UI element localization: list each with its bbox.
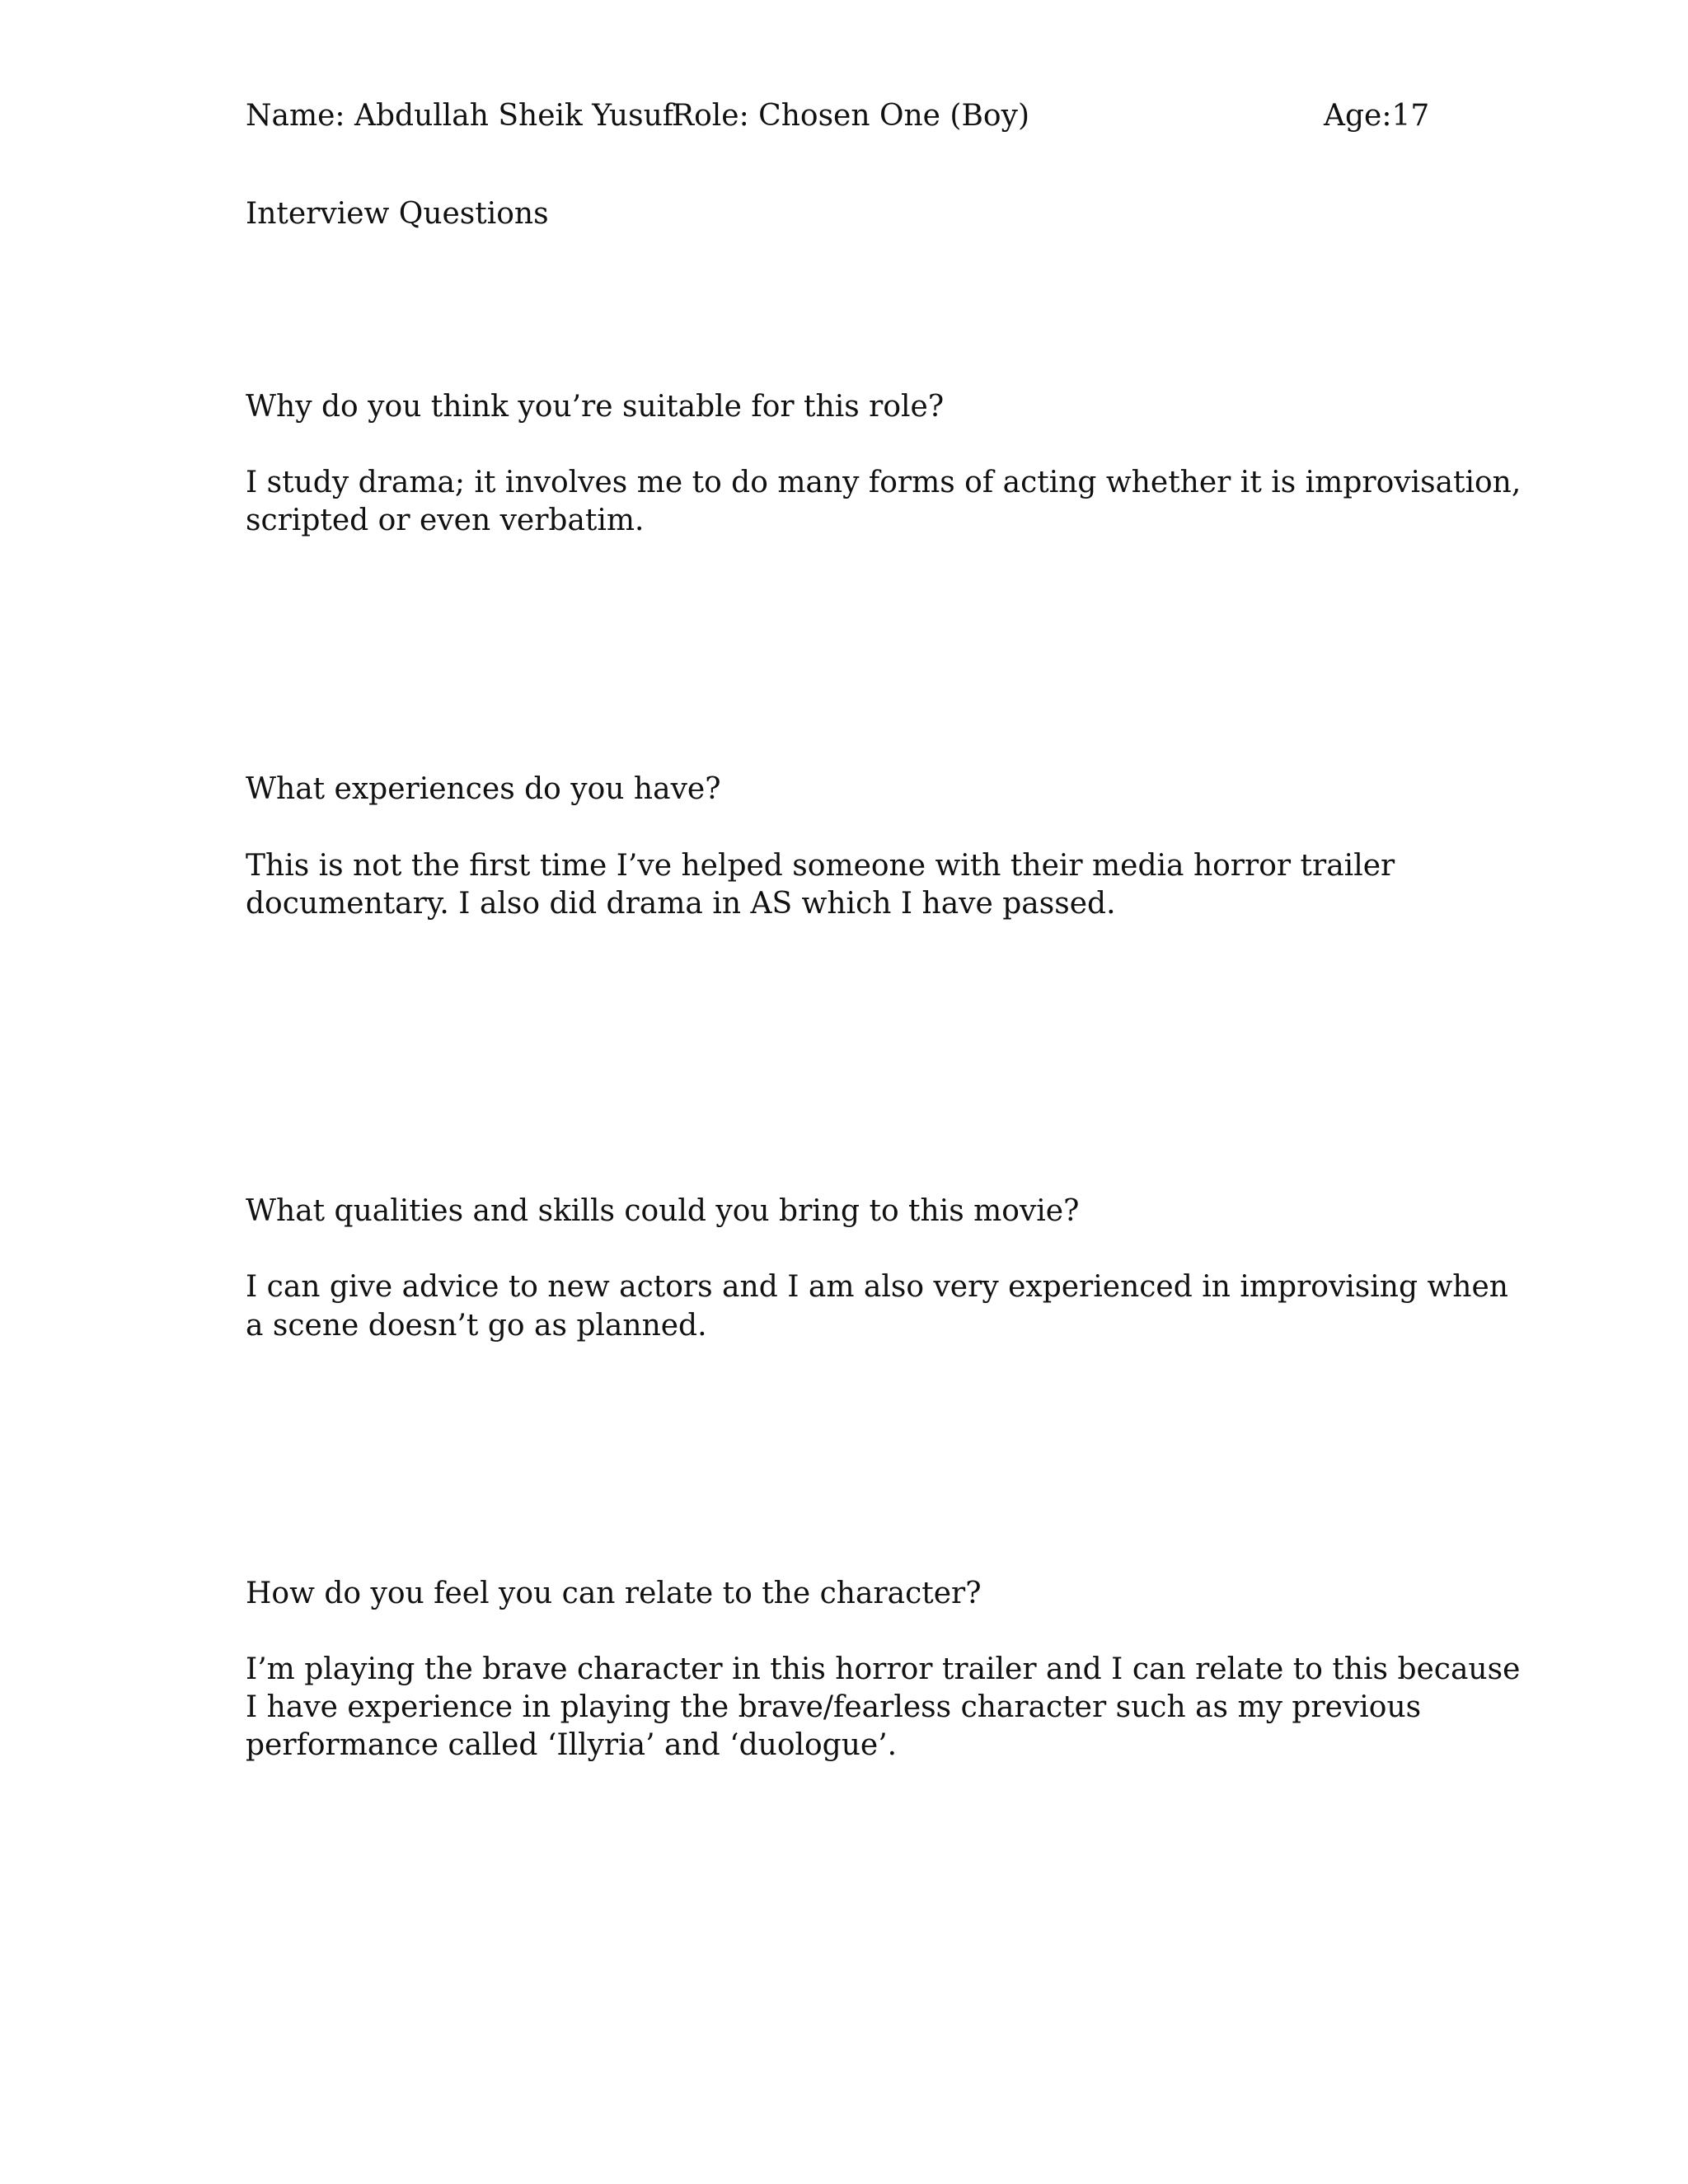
answer-4-line-2: I have experience in playing the brave/fearless character such as my previous xyxy=(246,1690,1422,1724)
answer-3-line-2: a scene doesn’t go as planned. xyxy=(246,1309,707,1343)
answer-3-line-1: I can give advice to new actors and I am also very experienced in improvising when xyxy=(246,1270,1508,1304)
question-1: Why do you think you’re suitable for this role? xyxy=(246,390,945,424)
answer-4-line-3: performance called ‘Illyria’ and ‘duologue’. xyxy=(246,1728,898,1762)
question-4: How do you feel you can relate to the character? xyxy=(246,1577,982,1610)
question-2: What experiences do you have? xyxy=(246,772,721,806)
answer-2-line-2: documentary. I also did drama in AS which I have passed. xyxy=(246,887,1116,921)
role-field: Role: Chosen One (Boy) xyxy=(672,99,1029,133)
answer-2-line-1: This is not the first time I’ve helped someone with their media horror trailer xyxy=(246,849,1395,883)
answer-4-line-1: I’m playing the brave character in this horror trailer and I can relate to this because xyxy=(246,1652,1521,1686)
name-field: Name: Abdullah Sheik Yusuf xyxy=(246,99,674,133)
age-field: Age:17 xyxy=(1324,99,1430,133)
document-heading: Interview Questions xyxy=(246,197,549,231)
question-3: What qualities and skills could you bring to this movie? xyxy=(246,1194,1080,1228)
answer-1-line-2: scripted or even verbatim. xyxy=(246,504,645,537)
answer-1-line-1: I study drama; it involves me to do many forms of acting whether it is improvisation, xyxy=(246,466,1522,499)
